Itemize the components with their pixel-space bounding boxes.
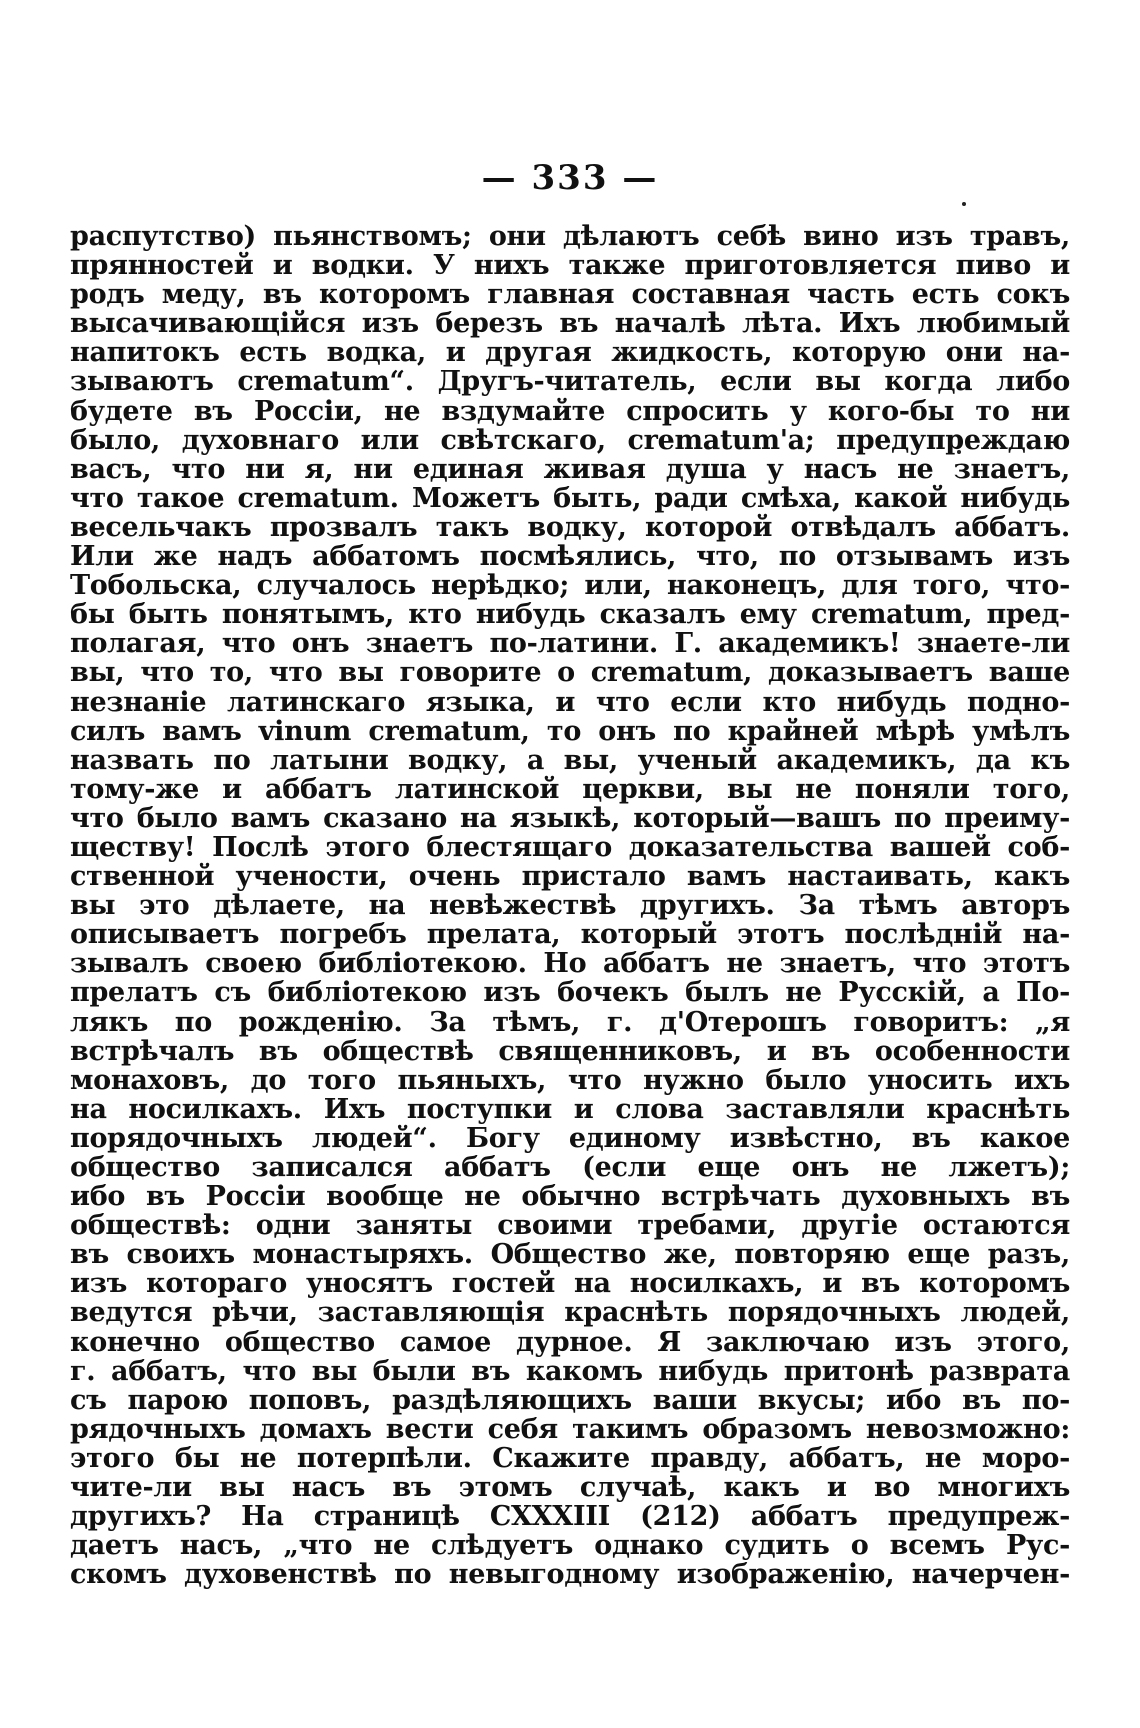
text-line: ществу! Послѣ этого блестящаго доказательства вашей соб-	[70, 831, 1070, 863]
print-speck	[962, 202, 966, 206]
text-line: назвать по латыни водку, а вы, ученый академикъ, да къ	[70, 744, 1070, 776]
text-line: полагая, что онъ знаетъ по-латини. Г. академикъ! знаете-ли	[70, 628, 1070, 660]
text-line: Или же надъ аббатомъ посмѣялись, что, по отзывамъ изъ	[70, 541, 1070, 573]
text-line: ибо въ Россіи вообще не обычно встрѣчать духовныхъ въ	[70, 1181, 1070, 1213]
text-line: что было вамъ сказано на языкѣ, который—вашъ по преиму-	[70, 802, 1070, 834]
text-line: прянностей и водки. У нихъ также приготовляется пиво и	[70, 250, 1070, 282]
text-line: ственной учености, очень пристало вамъ настаивать, какъ	[70, 861, 1070, 893]
text-line: порядочныхъ людей“. Богу единому извѣстно, въ какое	[70, 1122, 1070, 1154]
text-line: зывалъ своею библіотекою. Но аббатъ не знаетъ, что этотъ	[70, 948, 1070, 980]
text-line: весельчакъ прозвалъ такъ водку, которой отвѣдалъ аббатъ.	[70, 511, 1070, 543]
text-line: прелатъ съ библіотекою изъ бочекъ былъ не Русскій, а По-	[70, 977, 1070, 1009]
text-line: на носилкахъ. Ихъ поступки и слова заставляли краснѣть	[70, 1093, 1070, 1125]
text-line: изъ котораго уносятъ гостей на носилкахъ, и въ которомъ	[70, 1268, 1070, 1300]
text-line: чите-ли вы насъ въ этомъ случаѣ, какъ и во многихъ	[70, 1472, 1070, 1504]
text-line: зываютъ crematum“. Другъ-читатель, если вы когда либо	[70, 366, 1070, 398]
text-line: г. аббатъ, что вы были въ какомъ нибудь притонѣ разврата	[70, 1355, 1070, 1387]
text-line: напитокъ есть водка, и другая жидкость, которую они на-	[70, 337, 1070, 369]
text-line: въ своихъ монастыряхъ. Общество же, повторяю еще разъ,	[70, 1239, 1070, 1271]
text-line: лякъ по рожденію. За тѣмъ, г. д'Отерошъ говоритъ: „я	[70, 1006, 1070, 1038]
text-line: общество записался аббатъ (если еще онъ не лжетъ);	[70, 1152, 1070, 1183]
page-number: — 333 —	[481, 158, 659, 198]
text-line: скомъ духовенствѣ по невыгодному изображенію, начерчен-	[70, 1559, 1070, 1591]
text-line: силъ вамъ vinum crematum, то онъ по крайней мѣрѣ умѣлъ	[70, 715, 1070, 747]
text-line: Тобольска, случалось нерѣдко; или, наконецъ, для того, что-	[70, 570, 1070, 602]
text-line: высачивающійся изъ березъ въ началѣ лѣта. Ихъ любимый	[70, 308, 1070, 340]
text-line: монаховъ, до того пьяныхъ, что нужно было уносить ихъ	[70, 1064, 1070, 1096]
text-line: конечно общество самое дурное. Я заключаю изъ этого,	[70, 1326, 1070, 1358]
text-line: даетъ насъ, „что не слѣдуетъ однако судить о всемъ Рус-	[70, 1530, 1070, 1562]
text-line: рядочныхъ домахъ вести себя такимъ образомъ невозможно:	[70, 1413, 1070, 1445]
text-line: вы это дѣлаете, на невѣжествѣ другихъ. За тѣмъ авторъ	[70, 890, 1070, 922]
body-text	[70, 222, 1070, 1589]
text-line: что такое crematum. Можетъ быть, ради смѣха, какой нибудь	[70, 482, 1070, 514]
text-line: этого бы не потерпѣли. Скажите правду, аббатъ, не моро-	[70, 1442, 1070, 1474]
text-line: бы быть понятымъ, кто нибудь сказалъ ему crematum, пред-	[70, 599, 1070, 631]
text-line: другихъ? На страницѣ CXXXIII (212) аббатъ предупреж-	[70, 1501, 1070, 1533]
text-line: вы, что то, что вы говорите о crematum, доказываетъ ваше	[70, 657, 1070, 689]
text-line: было, духовнаго или свѣтскаго, crematum'а; предупреждаю	[70, 424, 1070, 456]
text-line: распутство) пьянствомъ; они дѣлаютъ себѣ вино изъ травъ,	[70, 221, 1070, 252]
text-line: съ парою поповъ, раздѣляющихъ ваши вкусы; ибо въ по-	[70, 1384, 1070, 1416]
text-line: незнаніе латинскаго языка, и что если кто нибудь подно-	[70, 686, 1070, 718]
text-line: родъ меду, въ которомъ главная составная часть есть сокъ	[70, 279, 1070, 311]
text-line: обществѣ: одни заняты своими требами, другіе остаются	[70, 1210, 1070, 1242]
text-line: описываетъ погребъ прелата, который этотъ послѣдній на-	[70, 919, 1070, 951]
text-line: встрѣчалъ въ обществѣ священниковъ, и въ особенности	[70, 1035, 1070, 1067]
text-line: будете въ Россіи, не вздумайте спросить у кого-бы то ни	[70, 395, 1070, 427]
text-line: васъ, что ни я, ни единая живая душа у насъ не знаетъ,	[70, 453, 1070, 485]
text-line: тому-же и аббатъ латинской церкви, вы не поняли того,	[70, 773, 1070, 805]
text-line: ведутся рѣчи, заставляющія краснѣть порядочныхъ людей,	[70, 1297, 1070, 1329]
